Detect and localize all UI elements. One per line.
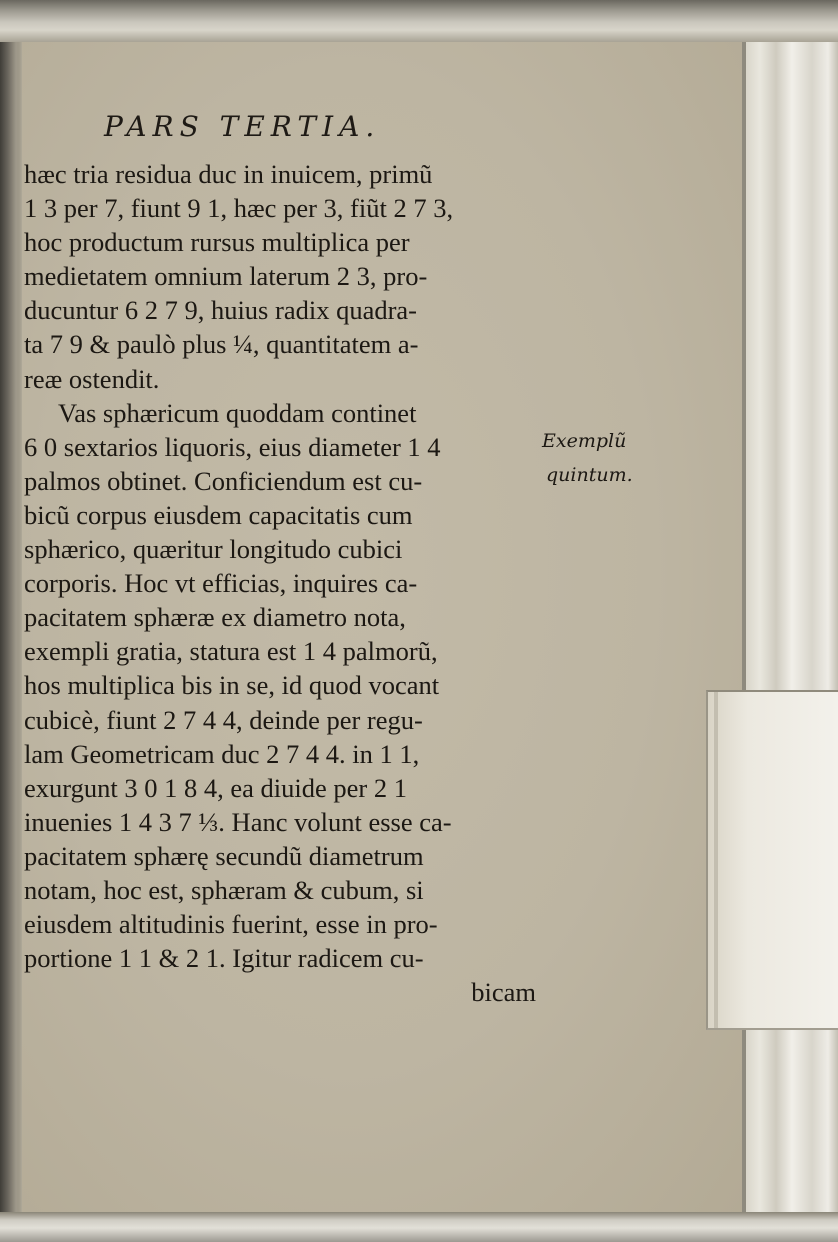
text-line: ducuntur 6 2 7 9, huius radix quadra-: [24, 295, 417, 326]
text-line: cubicè, fiunt 2 7 4 4, deinde per regu-: [24, 704, 423, 735]
margin-note-line: Exemplũ: [542, 430, 627, 452]
text-line: exempli gratia, statura est 1 4 palmorũ,: [24, 636, 438, 667]
text-line: lam Geometricam duc 2 7 4 4. in 1 1,: [24, 738, 420, 769]
text-line: notam, hoc est, sphæram & cubum, si: [24, 874, 424, 905]
text-line: hoc productum rursus multiplica per: [24, 227, 410, 258]
margin-note-line: quintum.: [546, 464, 633, 486]
paper-slip-bookmark: [706, 690, 838, 1030]
margin-note: [542, 424, 633, 492]
page-edges: [742, 0, 838, 1242]
text-line: hæc tria residua duc in inuicem, primũ: [24, 159, 433, 189]
text-line: 1 3 per 7, fiunt 9 1, hæc per 3, fiũt 2 7 3,: [24, 193, 454, 224]
text-line: inuenies 1 4 3 7 ⅓. Hanc volunt esse ca-: [24, 806, 452, 837]
text-line: palmos obtinet. Conficiendum est cu-: [24, 465, 423, 496]
text-line: sphærico, quæritur longitudo cubici: [24, 534, 403, 565]
text-line: portione 1 1 & 2 1. Igitur radicem cu-: [24, 943, 424, 974]
text-line: reæ ostendit.: [24, 363, 160, 394]
text-line: exurgunt 3 0 1 8 4, ea diuide per 2 1: [24, 772, 407, 803]
text-line: eiusdem altitudinis fuerint, esse in pro-: [24, 909, 438, 940]
catchword: bicam: [471, 977, 536, 1008]
text-line: pacitatem sphærę secundũ diametrum: [24, 840, 424, 871]
text-line: bicũ corpus eiusdem capacitatis cum: [24, 499, 413, 530]
text-line: hos multiplica bis in se, id quod vocant: [24, 670, 440, 701]
text-line: 6 0 sextarios liquoris, eius diameter 1 4: [24, 431, 441, 462]
running-head: PARS TERTIA.: [104, 110, 381, 143]
text-line: ta 7 9 & paulò plus ¼, quantitatem a-: [24, 329, 419, 360]
bottom-edge: [0, 1212, 838, 1242]
paragraph-start-line: Vas sphæricum quoddam continet: [58, 397, 417, 428]
top-edge: [0, 0, 838, 42]
text-line: pacitatem sphæræ ex diametro nota,: [24, 602, 406, 633]
binding-gutter: [0, 0, 22, 1242]
text-line: corporis. Hoc vt efficias, inquires ca-: [24, 568, 418, 599]
text-line: medietatem omnium laterum 2 3, pro-: [24, 261, 428, 292]
main-text: [24, 157, 536, 1009]
